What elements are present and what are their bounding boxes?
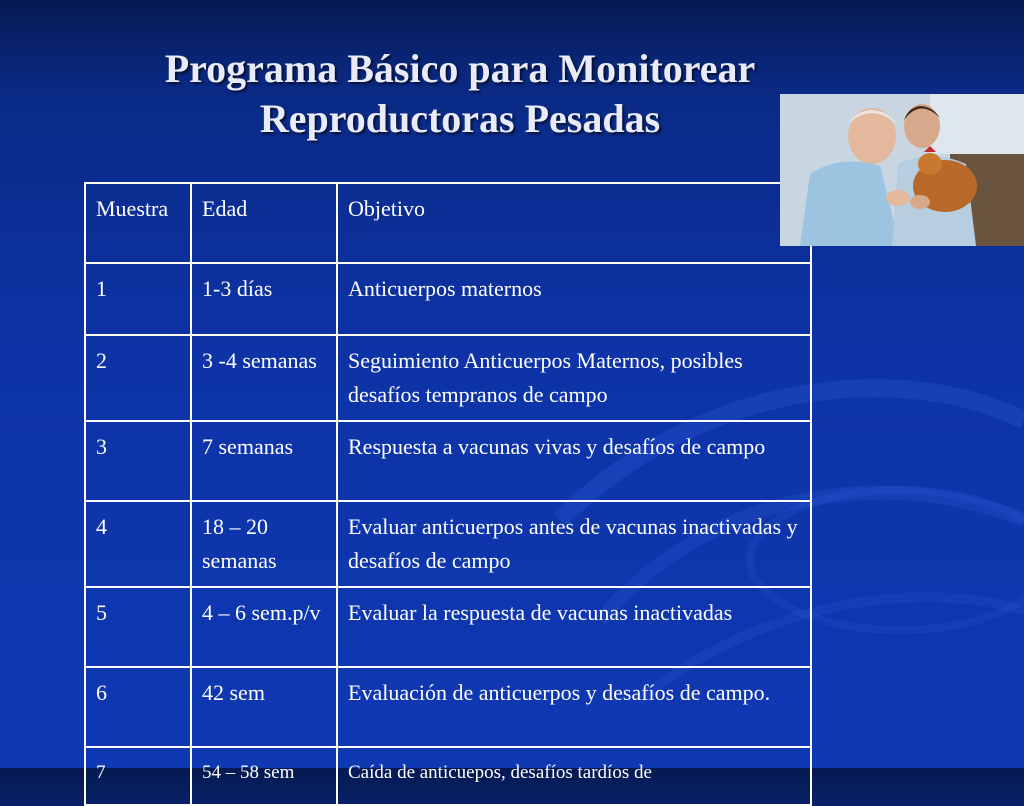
cell-objetivo: Seguimiento Anticuerpos Maternos, posibles desafíos tempranos de campo	[337, 335, 811, 421]
table-row	[85, 421, 811, 501]
cell-edad: 1-3 días	[191, 263, 337, 335]
cell-objetivo: Respuesta a vacunas vivas y desafíos de campo	[337, 421, 811, 501]
cell-edad: 42 sem	[191, 667, 337, 747]
cell-edad: 54 – 58 sem	[191, 747, 337, 805]
cell-muestra: 6	[85, 667, 191, 747]
cell-muestra: 5	[85, 587, 191, 667]
cell-edad: 7 semanas	[191, 421, 337, 501]
cell-objetivo: Anticuerpos maternos	[337, 263, 811, 335]
table-row	[85, 501, 811, 587]
header-edad: Edad	[191, 183, 337, 263]
table-row	[85, 667, 811, 747]
table-row	[85, 587, 811, 667]
cell-muestra: 1	[85, 263, 191, 335]
veterinarians-photo	[780, 94, 1024, 246]
header-objetivo: Objetivo	[337, 183, 811, 263]
cell-edad: 4 – 6 sem.p/v	[191, 587, 337, 667]
cell-muestra: 4	[85, 501, 191, 587]
cell-objetivo: Caída de anticuepos, desafíos tardíos de	[337, 747, 811, 805]
cell-objetivo: Evaluar anticuerpos antes de vacunas inactivadas y desafíos de campo	[337, 501, 811, 587]
title-line-1: Programa Básico para Monitorear	[164, 46, 756, 91]
title-line-2: Reproductoras Pesadas	[259, 96, 661, 141]
table-row	[85, 335, 811, 421]
table-row	[85, 747, 811, 805]
cell-objetivo: Evaluar la respuesta de vacunas inactivadas	[337, 587, 811, 667]
slide-title	[80, 44, 840, 144]
table-row	[85, 263, 811, 335]
cell-muestra: 2	[85, 335, 191, 421]
photo-illustration	[780, 94, 1024, 246]
cell-muestra: 7	[85, 747, 191, 805]
sampling-table	[84, 182, 812, 806]
header-muestra: Muestra	[85, 183, 191, 263]
cell-edad: 3 -4 semanas	[191, 335, 337, 421]
cell-edad: 18 – 20 semanas	[191, 501, 337, 587]
cell-muestra: 3	[85, 421, 191, 501]
table-header-row	[85, 183, 811, 263]
cell-objetivo: Evaluación de anticuerpos y desafíos de campo.	[337, 667, 811, 747]
